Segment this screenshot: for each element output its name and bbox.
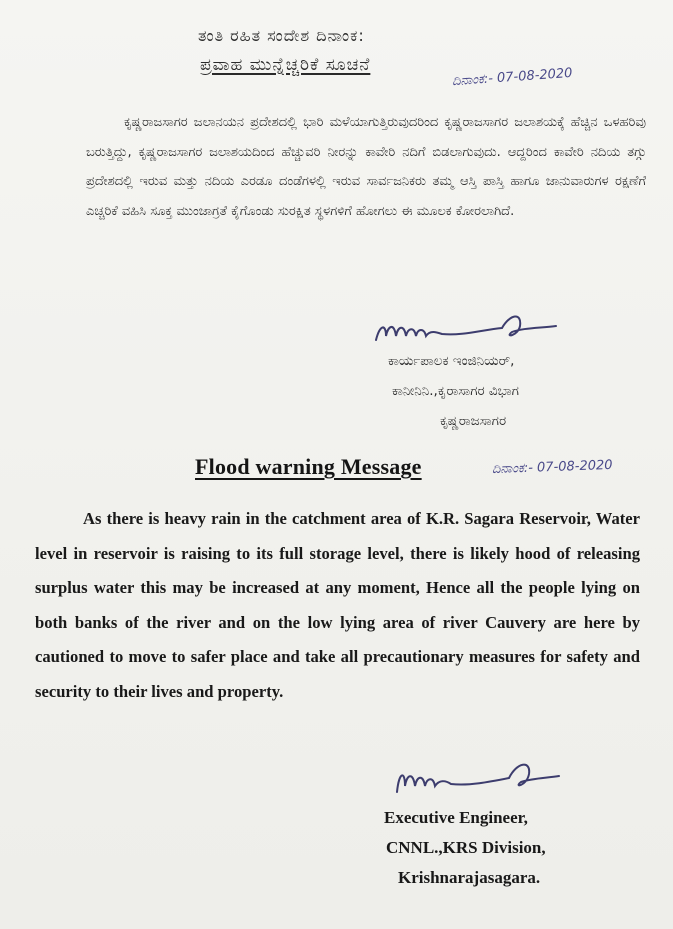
- kannada-signature-division: ಕಾನೀನಿನಿ.,ಕೃರಾಸಾಗರ ವಿಭಾಗ: [392, 383, 519, 399]
- kannada-title-line2: ಪ್ರವಾಹ ಮುನ್ನೆಚ್ಚರಿಕೆ ಸೂಚನೆ: [200, 55, 371, 75]
- signature-image-bottom: [393, 752, 563, 802]
- kannada-signature-title: ಕಾರ್ಯಪಾಲಕ ಇಂಜಿನಿಯರ್,: [388, 353, 515, 369]
- kannada-signature-place: ಕೃಷ್ಣರಾಜಸಾಗರ: [440, 413, 507, 429]
- english-title: Flood warning Message: [195, 454, 422, 479]
- signature-image-top: [372, 306, 562, 354]
- english-signature-title: Executive Engineer,: [384, 808, 528, 827]
- english-signature-division: CNNL.,KRS Division,: [386, 838, 546, 857]
- kannada-handwritten-date: ದಿನಾಂಕ:- 07-08-2020: [451, 65, 573, 90]
- kannada-paragraph: ಕೃಷ್ಣರಾಜಸಾಗರ ಜಲಾನಯನ ಪ್ರದೇಶದಲ್ಲಿ ಭಾರಿ ಮಳೆಯಾಗುತ್ತಿರುವುದರಿಂದ ಕೃಷ್ಣರಾಜಸಾಗರ ಜಲಾಶಯಕ್ಕೆ ಹೆಚ್ಚಿನ ಒಳಹರಿವು ಬರುತ್ತಿದ್ದು, ಕೃಷ್ಣರಾಜಸಾಗರ ಜಲಾಶಯದಿಂದ ಹೆಚ್ಚುವರಿ ನೀರನ್ನು ಕಾವೇರಿ ನದಿಗೆ ಬಿಡಲಾಗುವುದು. ಆದ್ದರಿಂದ ಕಾವೇರಿ ನದಿಯ ತಗ್ಗು ಪ್ರದೇಶದಲ್ಲಿ ಇರುವ ಮತ್ತು ನದಿಯ ಎರಡೂ ದಂಡೆಗಳಲ್ಲಿ ಇರುವ ಸಾರ್ವಜನಿಕರು ತಮ್ಮ ಆಸ್ತಿ ಪಾಸ್ತಿ ಹಾಗೂ ಜಾನುವಾರುಗಳ ರಕ್ಷಣೆಗೆ ಎಚ್ಚರಿಕೆ ವಹಿಸಿ ಸೂಕ್ತ ಮುಂಜಾಗ್ರತೆ ಕೈಗೊಂಡು ಸುರಕ್ಷಿತ ಸ್ಥಳಗಳಿಗೆ ಹೋಗಲು ಈ ಮೂಲಕ ಕೋರಲಾಗಿದೆ.: [86, 115, 646, 219]
- english-handwritten-date: ದಿನಾಂಕ:- 07-08-2020: [491, 457, 613, 478]
- english-paragraph: As there is heavy rain in the catchment area of K.R. Sagara Reservoir, Water level in reservoir is raising to its full storage level, there is likely hood of releasing surplus water this may be increased at any moment, Hence all the people lying on both banks of the river and on the low lying area of river Cauvery are here by cautioned to move to safer place and take all precautionary measures for safety and security to their lives and property.: [35, 509, 640, 701]
- kannada-title-line1: ತಂತಿ ರಹಿತ ಸಂದೇಶ ದಿನಾಂಕ:: [198, 26, 365, 45]
- english-signature-place: Krishnarajasagara.: [398, 868, 541, 887]
